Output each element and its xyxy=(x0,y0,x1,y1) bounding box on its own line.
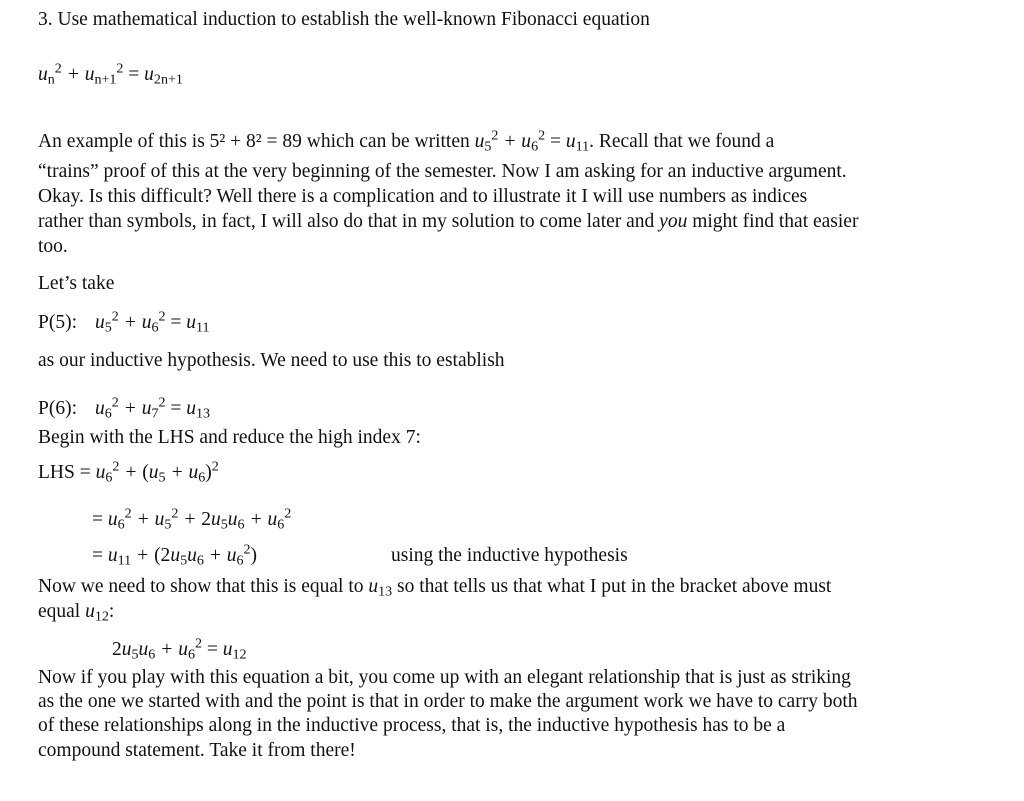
using-text: using the inductive hypothesis xyxy=(391,545,628,566)
para1-line3 xyxy=(38,185,807,209)
final-text: as the one we started with and the point is that in order to make the argument work we have to carry both xyxy=(38,691,858,712)
example-equation: $u_5^2 + u_6^2 = u_{11}$ xyxy=(474,127,590,155)
p5-equation: $u_5^2 + u_6^2 = u_{11}$ xyxy=(95,308,210,336)
now1-text: so that tells us that what I put in the bracket above must xyxy=(392,576,832,597)
final-line4 xyxy=(38,739,356,763)
u12-term: $u_{12}$ xyxy=(85,601,109,625)
final-line3 xyxy=(38,714,785,738)
heading-text: 3. Use mathematical induction to establish the well-known Fibonacci equation xyxy=(38,9,650,30)
para1-text: might find that easier xyxy=(687,211,859,232)
final-text: compound statement. Take it from there! xyxy=(38,740,356,761)
para1-line4 xyxy=(38,210,858,234)
lhs-line3: = $u_{11} + (2u_5u_6 + u_6^2)$ xyxy=(92,541,258,569)
main-equation: $u_n^2 + u_{n+1}^2 = u_{2n+1}$ xyxy=(38,60,183,88)
hypothesis-text: as our inductive hypothesis. We need to use this to establish xyxy=(38,350,505,371)
para1-text: “trains” proof of this at the very beginning of the semester. Now I am asking for an inductive argument. xyxy=(38,161,847,182)
heading xyxy=(38,8,650,32)
para1-emphasis: you xyxy=(659,211,688,232)
p5-label: P(5): xyxy=(38,312,77,333)
lets-take xyxy=(38,272,114,296)
para1-text: too. xyxy=(38,236,68,257)
final-text: of these relationships along in the inductive process, that is, the inductive hypothesis has to be a xyxy=(38,715,786,736)
lhs-line1 xyxy=(38,458,219,486)
para1-line2 xyxy=(38,160,847,184)
now1-text: equal xyxy=(38,601,86,622)
lhs-expression: $u_6^2 + (u_5 + u_6)^2$ xyxy=(95,458,219,486)
p6-label: P(6): xyxy=(38,398,77,419)
lets-take-text: Let’s take xyxy=(38,273,115,294)
para1-text: rather than symbols, in fact, I will also do that in my solution to come later and xyxy=(38,211,660,232)
lhs-label: LHS = xyxy=(38,462,91,483)
now1-text: : xyxy=(108,601,115,622)
u13-term: $u_{13}$ xyxy=(368,576,393,600)
u12-equation: $2u_5u_6 + u_6^2 = u_{12}$ xyxy=(112,635,247,663)
final-line2 xyxy=(38,690,858,714)
para1-text: Okay. Is this difficult? Well there is a complication and to illustrate it I will use numbers as indices xyxy=(38,186,808,207)
para1-text: An example of this is 5² + 8² = 89 which can be written xyxy=(38,131,475,152)
para1-text: . Recall that we found a xyxy=(589,131,775,152)
final-line1 xyxy=(38,666,851,690)
final-text: Now if you play with this equation a bit, you come up with an elegant relationship that is just as striking xyxy=(38,667,851,688)
begin-text: Begin with the LHS and reduce the high index 7: xyxy=(38,427,421,448)
now1-line2 xyxy=(38,600,114,624)
lhs-line2: = $u_6^2 + u_5^2 + 2u_5u_6 + u_6^2$ xyxy=(92,505,292,533)
begin-line xyxy=(38,426,421,450)
hypothesis-line xyxy=(38,349,505,373)
para1-line5 xyxy=(38,235,68,259)
para1-line1 xyxy=(38,127,775,155)
p6-statement xyxy=(38,394,211,422)
now1-text: Now we need to show that this is equal to xyxy=(38,576,369,597)
using-hypothesis xyxy=(391,544,628,568)
p6-equation: $u_6^2 + u_7^2 = u_{13}$ xyxy=(95,394,211,422)
p5-statement xyxy=(38,308,210,336)
now1-line1 xyxy=(38,575,831,599)
